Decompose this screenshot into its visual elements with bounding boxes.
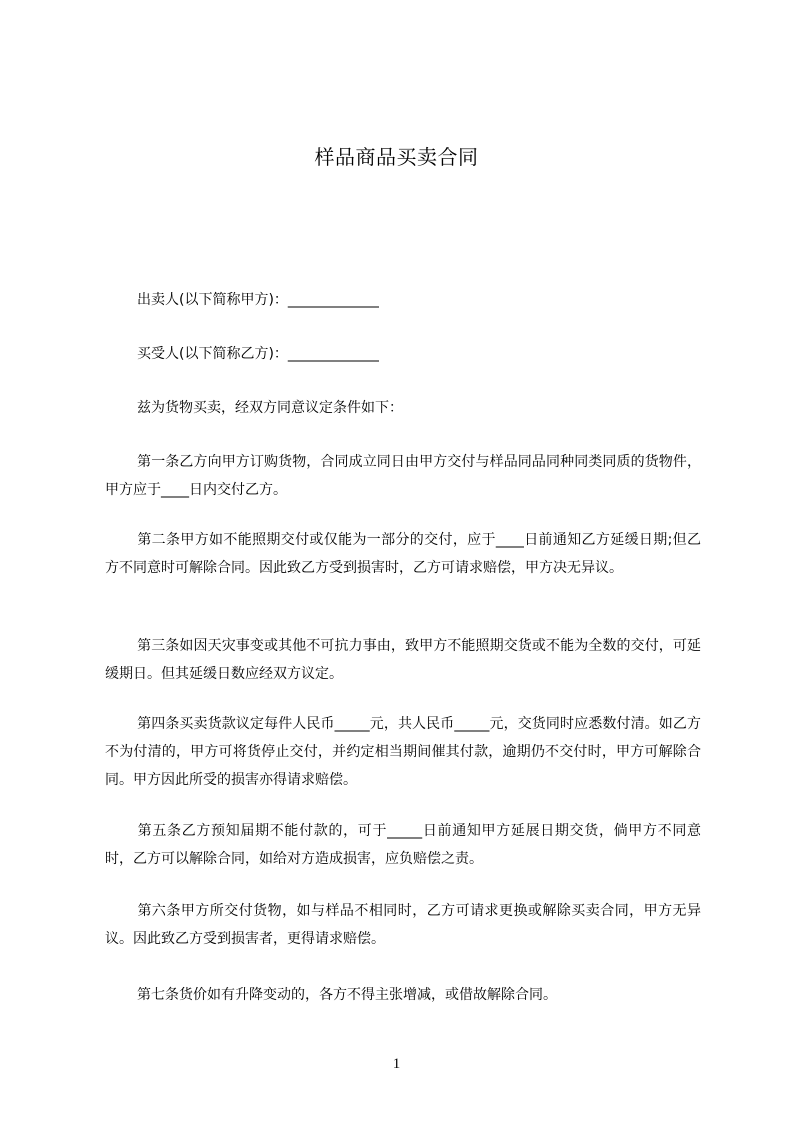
buyer-line-text: 买受人(以下简称乙方)：_____________ <box>137 346 379 362</box>
clause-2 <box>105 526 701 582</box>
clause-7 <box>105 981 701 1009</box>
preamble-text: 兹为货物买卖，经双方同意议定条件如下： <box>137 400 403 416</box>
seller-line-text: 出卖人(以下简称甲方)：_____________ <box>137 292 379 308</box>
document-title: 样品商品买卖合同 <box>314 145 479 169</box>
clause-5-text: 第五条乙方预知届期不能付款的，可于_____日前通知甲方延展日期交货，倘甲方不同意时，乙方可以解除合同，如给对方造成损害，应负赔偿之责。 <box>105 823 701 867</box>
clause-4 <box>105 710 701 794</box>
clause-1-text: 第一条乙方向甲方订购货物，合同成立同日由甲方交付与样品同品同种同类同质的货物件，甲方应于____日内交付乙方。 <box>105 454 701 498</box>
preamble <box>105 394 701 422</box>
clause-6-text: 第六条甲方所交付货物，如与样品不相同时，乙方可请求更换或解除买卖合同，甲方无异议。因此致乙方受到损害者，更得请求赔偿。 <box>105 903 701 947</box>
clause-3 <box>105 632 701 688</box>
page-number: 1 <box>392 1056 401 1072</box>
clause-6 <box>105 897 701 953</box>
clause-4-text: 第四条买卖货款议定每件人民币_____元，共人民币_____元，交货同时应悉数付清。如乙方不为付清的，甲方可将货停止交付，并约定相当期间催其付款，逾期仍不交付时，甲方可解除合同。甲方因此所受的损害亦得请求赔偿。 <box>105 716 701 788</box>
clause-2-text: 第二条甲方如不能照期交付或仅能为一部分的交付，应于____日前通知乙方延缓日期;但乙方不同意时可解除合同。因此致乙方受到损害时，乙方可请求赔偿，甲方决无异议。 <box>105 532 701 576</box>
seller-line <box>105 286 701 314</box>
clause-5 <box>105 817 701 873</box>
clause-7-text: 第七条货价如有升降变动的，各方不得主张增减，或借故解除合同。 <box>137 987 557 1003</box>
clause-3-text: 第三条如因天灾事变或其他不可抗力事由，致甲方不能照期交货或不能为全数的交付，可延缓期日。但其延缓日数应经双方议定。 <box>105 638 701 682</box>
clause-1 <box>105 448 701 504</box>
buyer-line <box>105 340 701 368</box>
